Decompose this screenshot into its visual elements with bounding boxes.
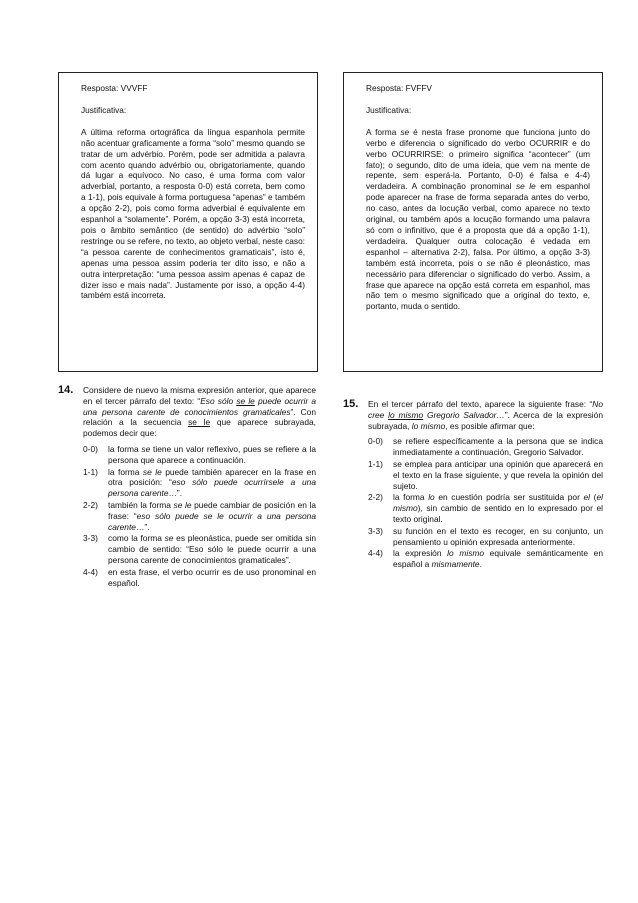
answer-box-right <box>343 72 603 372</box>
option-2-2: 2-2) la forma lo en cuestión podría ser sustituida por el (el mismo), sin cambio de sentido en lo expresado por el texto original. <box>368 492 603 524</box>
answer-key: Resposta: FVFFV <box>366 83 432 93</box>
option-3-3: 3-3) como la forma se es pleonástica, puede ser omitida sin cambio de sentido: “Eso sólo le puede ocurrir a una persona carente de conocimientos gramaticales”. <box>83 533 316 565</box>
option-4-4: 4-4) la expresión lo mismo equivale semánticamente en español a mismamente. <box>368 548 603 570</box>
question-stem: Considere de nuevo la misma expresión anterior, que aparece en el tercer párrafo del texto: “Eso sólo se le puede ocurrir a una persona carente de conocimientos gramaticales”. Con relación a la secuencia se le que aparece subrayada, podemos decir que: <box>83 385 316 439</box>
question-14 <box>58 385 316 589</box>
justification-label: Justificativa: <box>81 104 127 115</box>
question-15 <box>343 399 603 571</box>
option-3-3: 3-3) su función en el texto es recoger, en su conjunto, un pensamiento u opinión expresada anteriormente. <box>368 525 603 547</box>
question-number: 15. <box>343 398 359 410</box>
answer-key: Resposta: VVVFF <box>81 83 148 93</box>
justification-text: A última reforma ortográfica da língua espanhola permite não acentuar graficamente a forma “solo” mesmo quando se tratar de um advérbio. Porém, pode ser admitida a palavra com acento quando advérbio ou, obrigatoriamente, quando dá lugar a equívoco. No caso, é uma forma com valor adverbial, portanto, a resposta 0-0) está correta, bem como a 1-1), pois equivale à forma portuguesa “apenas” e também a opção 2-2), pois como forma adverbial é equivalente em espanhol a “solamente”. Porém, a opção 3-3) está incorreta, pois o âmbito semântico (de sentido) do advérbio “solo” restringe ou se refere, no texto, ao objeto verbal, neste caso: “a pessoa carente de conhecimentos gramaticais”, isto é, apenas uma pessoa assim poderia ter dito isso, e não a outra interpretação: “uma pessoa assim apenas é capaz de dizer isso e mais nada”. Justamente por isso, a opção 4-4) também está incorreta. <box>81 126 305 301</box>
question-number: 14. <box>58 384 74 396</box>
option-0-0: 0-0) la forma se tiene un valor reflexivo, pues se refiere a la persona que aparece a continuación. <box>83 443 316 465</box>
justification-label: Justificativa: <box>366 104 412 115</box>
justification-text: A forma se é nesta frase pronome que funciona junto do verbo e diferencia o significado do verbo OCURRIR e do verbo OCURRIRSE: o primeiro significa “acontecer” (um fato); o segundo, dito de uma ideia, que vem na mente de repente, sem esperá-la. Portanto, 0-0) é falsa e 4-4) verdadeira. A combinação pronominal se le em espanhol pode aparecer na frase de forma separada antes do verbo, no caso, antes da locução verbal, como aparece no texto original, ou também após a locução formando uma palavra só com o infinitivo, que é a proposta que dá a opção 1-1), verdadeira. Qualquer outra colocação é vedada em espanhol – alternativa 2-2), falsa. Por último, a opção 3-3) também está incorreta, pois o se não é pleonástico, mas necessário para diferenciar o significado do verbo. Assim, a frase que aparece na opção está correta em espanhol, mas não tem o mesmo significado que a original do texto, e, portanto, muda o sentido. <box>366 126 590 312</box>
option-1-1: 1-1) se emplea para anticipar una opinión que aparecerá en el texto en la frase siguiente, y que revela la opinión del sujeto. <box>368 458 603 491</box>
question-stem: En el tercer párrafo del texto, aparece la siguiente frase: “No cree lo mismo Gregorio Salvador…”. Acerca de la expresión subrayada, lo mismo, es posible afirmar que: <box>368 399 603 431</box>
answer-box-left <box>58 72 318 372</box>
option-0-0: 0-0) se refiere específicamente a la persona que se indica inmediatamente a continuación, Gregorio Salvador. <box>368 436 603 458</box>
option-4-4: 4-4) en esta frase, el verbo ocurrir es de uso pronominal en español. <box>83 566 316 588</box>
option-2-2: 2-2) también la forma se le puede cambiar de posición en la frase: “eso sólo puede se le ocurrir a una persona carente…”. <box>83 499 317 532</box>
option-1-1: 1-1) la forma se le puede también aparecer en la frase en otra posición: “eso sólo puede ocurrírsele a una persona carente…”. <box>83 466 316 499</box>
